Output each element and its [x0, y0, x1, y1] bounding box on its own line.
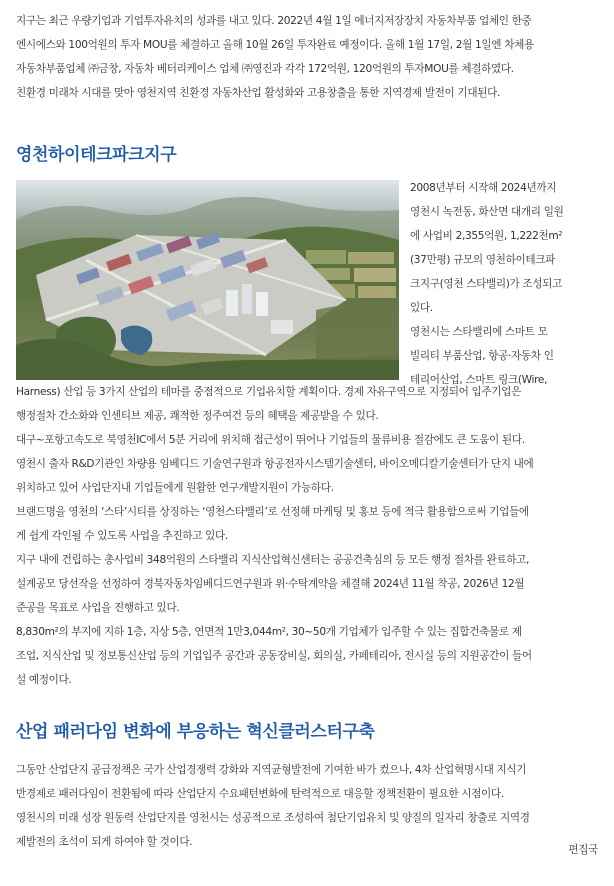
intro-paragraph: 지구는 최근 우량기업과 기업투자유치의 성과를 내고 있다. 2022년 4월 1일 에너지저장장치 자동차부품 업체인 한중 엔시에스와 100억원의 투자 MOU를 체결하고 올해 10월 26일 투자완료 예정이다. 올해 1월 17일, 2월 1일엔 차체용 자동차부품업체 ㈜금창, 자동차 베터리케이스 업체 ㈜영진과 각각 172억원, 120억원의 투자MOU를 체결하였다. 친환경 미래차 시대를 맞아 영천지역 친환경 자동차산업 활성화와 고용창출을 통한 지역경제 발전이 기대된다. [16, 15, 534, 99]
section-heading-hitech-park: 영천하이테크파크지구 [16, 145, 177, 165]
section-heading-innovation-cluster: 산업 패러다임 변화에 부응하는 혁신클러스터구축 [16, 722, 375, 742]
aerial-photo-industrial-park [16, 180, 399, 380]
side-paragraph: 2008년부터 시작해 2024년까지 영천시 녹전동, 화산면 대개리 일원 에 사업비 2,355억원, 1,222천m² (37만평) 규모의 영천하이테크파 크지구(영천 스타밸리)가 조성되고 있다. 영천시는 스타밸리에 스마트 모 빌리티 부품산업, 항공·자동차 인 테리어산업, 스마트 링크(Wire, [410, 182, 564, 386]
byline-credit: 편집국 [568, 844, 598, 856]
side-column [410, 176, 598, 392]
innovation-paragraph: 그동안 산업단지 공급정책은 국가 산업경쟁력 강화와 지역균형발전에 기여한 바가 컸으나, 4차 산업혁명시대 지식기 반경제로 패러다임이 전환됨에 따라 산업단지 수요패턴변화에 탄력적으로 대응할 정책전환이 필요한 시점이다. 영천시의 미래 성장 원동력 산업단지를 영천시는 성공적으로 조성하여 첨단기업유치 및 양질의 일자리 창출로 지역경 제발전의 초석이 되게 하여야 할 것이다. [16, 764, 530, 848]
hitech-park-body: Harness) 산업 등 3가지 산업의 테마를 중점적으로 기업유치할 계획이다. 경제 자유구역으로 지정되어 입주기업은 행정절차 간소화와 인센티브 제공, 쾌적한 정주여건 등의 혜택을 제공받을 수 있다. 대구~포항고속도로 북영천IC에서 5분 거리에 위치해 접근성이 뛰어나 기업들의 물류비용 절감에도 큰 도움이 된다. 영천시 출자 R&D기관인 차량용 임베디드 기술연구원과 항공전자시스템기술센터, 바이오메디칼기술센터가 단지 내에 위치하고 있어 사업단지내 기업들에게 원활한 연구개발지원이 가능하다. 브랜드명을 영천의 ‘스타’시티를 상징하는 ‘영천스타밸리’로 선정해 마케팅 및 홍보 등에 적극 활용함으로써 기업들에 게 쉽게 각인될 수 있도록 사업을 추진하고 있다. 지구 내에 건립하는 총사업비 348억원의 스타밸리 지식산업혁신센터는 공공건축심의 등 모든 행정 절차를 완료하고, 설계공모 당선작을 선정하여 경북자동차임베디드연구원과 위·수탁계약을 체결해 2024년 11월 착공, 2026년 12월 준공을 목표로 사업을 진행하고 있다. 8,830m²의 부지에 지하 1층, 지상 5층, 연면적 1만3,044m², 30~50개 기업체가 입주할 수 있는 집합건축물로 제 조업, 지식산업 및 정보통신산업 등의 기업입주 공간과 공동장비실, 회의실, 카페테리아, 전시실 등의 지원공간이 들어 설 예정이다. [16, 386, 534, 686]
aerial-photo-illustration [16, 180, 399, 380]
